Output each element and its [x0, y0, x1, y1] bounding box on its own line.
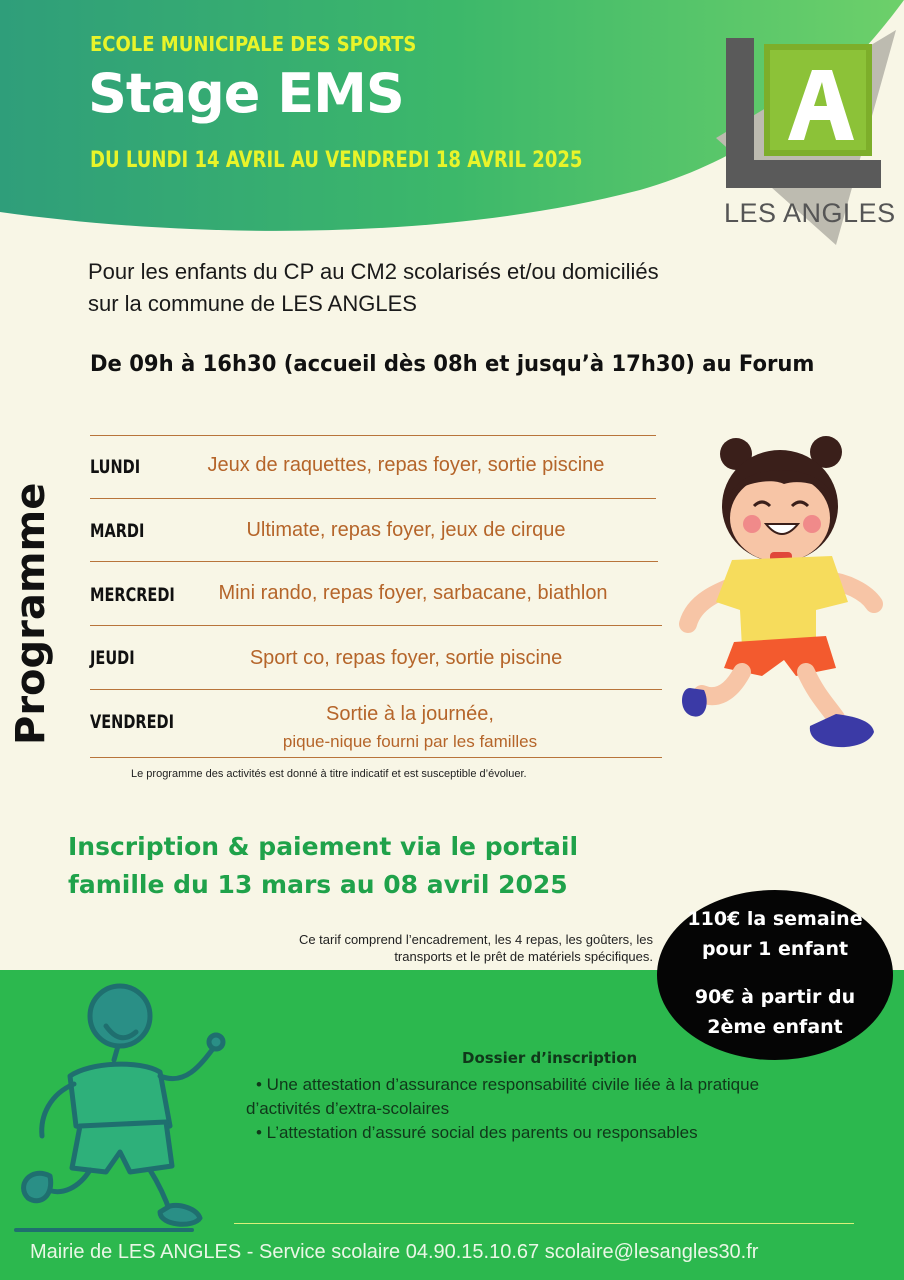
dossier-list	[246, 1073, 846, 1145]
day-lundi: LUNDI	[90, 456, 141, 478]
divider	[90, 435, 656, 436]
dossier-item-2: • L’attestation d’assuré social des parents ou responsables	[256, 1123, 698, 1142]
price-single-line-2: pour 1 enfant	[701, 938, 849, 960]
stage-dates: DU LUNDI 14 AVRIL AU VENDREDI 18 AVRIL 2025	[90, 148, 583, 173]
activities-mercredi: Mini rando, repas foyer, sarbacane, biathlon	[218, 582, 608, 604]
dossier-item-1-continued: d’activités d’extra-scolaires	[246, 1099, 450, 1118]
tarif-note	[200, 931, 653, 965]
activities-vendredi: Sortie à la journée,	[326, 703, 494, 725]
price-single	[657, 904, 893, 964]
price-sibling	[657, 982, 893, 1042]
programme-label: Programme	[8, 482, 54, 745]
intro-line-1: Pour les enfants du CP au CM2 scolarisés et/ou domiciliés	[88, 259, 659, 284]
dossier-title: Dossier d’inscription	[462, 1049, 638, 1067]
day-mercredi: MERCREDI	[90, 584, 175, 606]
running-girl-illustration	[676, 432, 900, 772]
divider	[90, 757, 662, 758]
running-boy-illustration	[10, 976, 240, 1236]
activities-jeudi: Sport co, repas foyer, sortie piscine	[249, 647, 563, 669]
page-title: Stage EMS	[88, 62, 404, 125]
school-subtitle: ECOLE MUNICIPALE DES SPORTS	[90, 32, 417, 56]
inscription-line-2: famille du 13 mars au 08 avril 2025	[68, 870, 568, 899]
footer-contact: Mairie de LES ANGLES - Service scolaire 04.90.15.10.67 scolaire@lesangles30.fr	[30, 1241, 759, 1263]
intro-text	[88, 256, 818, 320]
divider	[90, 625, 662, 626]
divider	[90, 498, 656, 499]
activities-lundi: Jeux de raquettes, repas foyer, sortie piscine	[207, 454, 605, 476]
day-vendredi: VENDREDI	[90, 711, 174, 733]
price-sibling-line-1: 90€ à partir du	[694, 986, 856, 1008]
inscription-text	[68, 828, 578, 904]
price-single-line-1: 110€ la semaine	[687, 908, 863, 930]
day-jeudi: JEUDI	[90, 647, 135, 669]
day-mardi: MARDI	[90, 520, 145, 542]
intro-line-2: sur la commune de LES ANGLES	[88, 291, 417, 316]
divider	[90, 561, 658, 562]
divider	[90, 689, 662, 690]
activities-mardi: Ultimate, repas foyer, jeux de cirque	[246, 519, 566, 541]
price-sibling-line-2: 2ème enfant	[707, 1016, 843, 1038]
inscription-line-1: Inscription & paiement via le portail	[68, 832, 579, 861]
price-badge	[657, 890, 893, 1060]
programme-note: Le programme des activités est donné à titre indicatif et est susceptible d’évoluer.	[131, 768, 527, 780]
logo-text: LES ANGLES	[724, 198, 896, 228]
footer-divider	[234, 1223, 854, 1224]
tarif-note-line-2: transports et le prêt de matériels spécifiques.	[394, 949, 653, 964]
dossier-item-1: • Une attestation d’assurance responsabilité civile liée à la pratique	[256, 1075, 760, 1094]
activities-vendredi-line2: pique-nique fourni par les familles	[282, 732, 538, 751]
tarif-note-line-1: Ce tarif comprend l’encadrement, les 4 repas, les goûters, les	[298, 932, 653, 947]
hours-text: De 09h à 16h30 (accueil dès 08h et jusqu’à 17h30) au Forum	[90, 352, 815, 377]
